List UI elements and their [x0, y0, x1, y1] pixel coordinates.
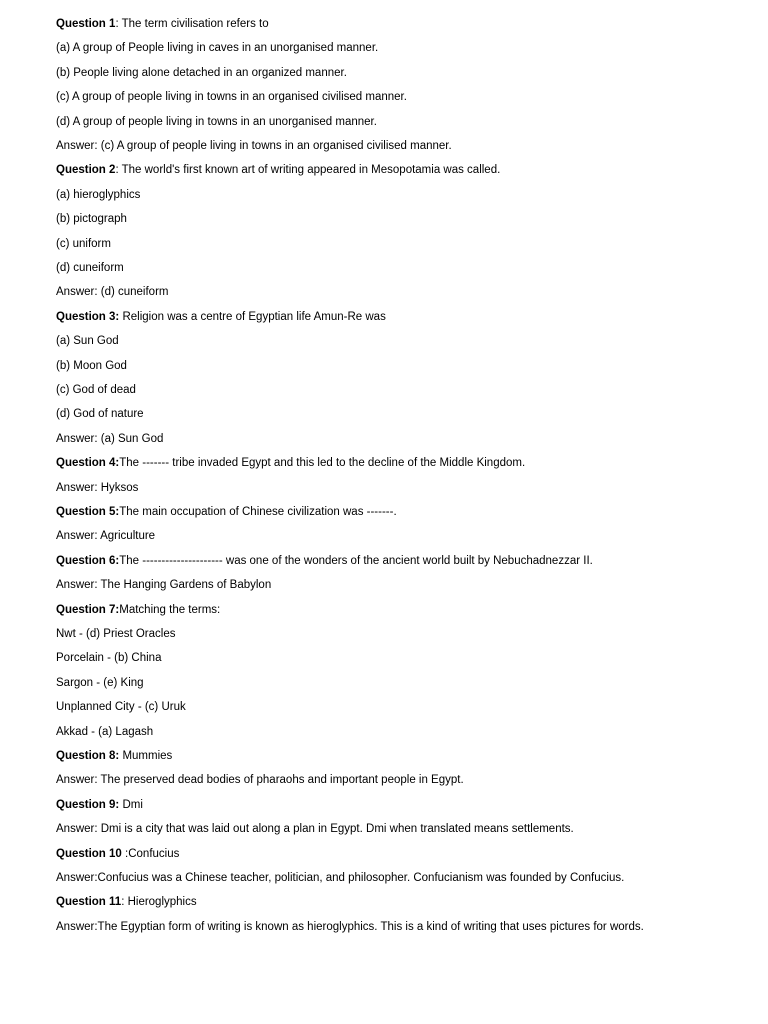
option-line: [56, 675, 144, 691]
line-text: The ------- tribe invaded Egypt and this led to the decline of the Middle Kingdom.: [119, 457, 526, 470]
line-text: Porcelain - (b) China: [56, 652, 162, 665]
line-text: Answer: The Hanging Gardens of Babylon: [56, 579, 272, 592]
option-line: [56, 358, 127, 374]
line-text: Matching the terms:: [119, 603, 221, 616]
question-label: Question 7:: [56, 603, 120, 616]
option-line: [56, 187, 140, 203]
line-text: : Hieroglyphics: [121, 896, 197, 909]
line-text: (c) uniform: [56, 237, 111, 250]
line-text: Answer: (a) Sun God: [56, 432, 164, 445]
answer-line: [56, 772, 464, 788]
question-line: [56, 553, 593, 569]
question-line: [56, 162, 500, 178]
question-line: [56, 894, 197, 910]
question-line: [56, 846, 179, 862]
line-text: Answer: Agriculture: [56, 530, 156, 543]
question-label: Question 1: [56, 18, 116, 30]
line-text: The main occupation of Chinese civilization was -------.: [119, 506, 397, 518]
question-label: Question 10: [56, 847, 122, 860]
line-text: Religion was a centre of Egyptian life Amun-Re was: [119, 310, 386, 323]
line-text: Sargon - (e) King: [56, 676, 144, 689]
line-text: Unplanned City - (c) Uruk: [56, 701, 186, 714]
option-line: [56, 211, 127, 227]
option-line: [56, 40, 378, 56]
line-text: : The world's first known art of writing appeared in Mesopotamia was called.: [115, 164, 501, 177]
option-line: [56, 260, 124, 276]
line-text: (d) God of nature: [56, 408, 144, 421]
line-text: (a) hieroglyphics: [56, 188, 141, 201]
question-label: Question 4:: [56, 457, 120, 470]
answer-line: [56, 284, 168, 300]
line-text: Answer:Confucius was a Chinese teacher, politician, and philosopher. Confucianism was founded by Confucius.: [56, 872, 625, 884]
question-label: Question 8:: [56, 750, 120, 762]
option-line: [56, 236, 111, 252]
line-text: :Confucius: [121, 847, 180, 860]
question-line: [56, 309, 386, 325]
answer-line: [56, 577, 271, 593]
answer-line: [56, 821, 574, 837]
answer-line: [56, 431, 163, 447]
question-label: Question 6:: [56, 554, 120, 567]
option-line: [56, 382, 136, 398]
line-text: (d) A group of people living in towns in an unorganised manner.: [56, 115, 377, 128]
line-text: (d) cuneiform: [56, 262, 124, 274]
line-text: Answer: Hyksos: [56, 481, 139, 494]
answer-line: [56, 919, 644, 935]
option-line: [56, 724, 153, 740]
question-line: [56, 504, 397, 520]
option-line: [56, 333, 119, 349]
option-line: [56, 650, 161, 666]
answer-line: [56, 528, 155, 544]
option-line: [56, 626, 176, 642]
line-text: (b) People living alone detached in an organized manner.: [56, 66, 347, 79]
line-text: Dmi: [119, 798, 143, 811]
answer-line: [56, 870, 624, 886]
question-label: Question 9:: [56, 798, 120, 811]
question-label: Question 11: [56, 896, 122, 909]
question-label: Question 3:: [56, 310, 120, 323]
option-line: [56, 699, 186, 715]
line-text: Answer: The preserved dead bodies of pharaohs and important people in Egypt.: [56, 774, 464, 787]
line-text: (b) Moon God: [56, 359, 127, 372]
option-line: [56, 65, 347, 81]
question-line: [56, 602, 220, 618]
line-text: Akkad - (a) Lagash: [56, 725, 154, 738]
question-label: Question 2: [56, 164, 116, 177]
question-line: [56, 797, 143, 813]
line-text: Answer: (c) A group of people living in towns in an organised civilised manner.: [56, 140, 452, 152]
answer-line: [56, 480, 138, 496]
line-text: (a) Sun God: [56, 335, 119, 348]
line-text: (c) God of dead: [56, 384, 136, 396]
line-text: : The term civilisation refers to: [115, 18, 269, 30]
line-text: (b) pictograph: [56, 213, 127, 226]
line-text: Nwt - (d) Priest Oracles: [56, 628, 176, 640]
line-text: Answer:The Egyptian form of writing is known as hieroglyphics. This is a kind of writing that uses pictures for words.: [56, 920, 644, 933]
option-line: [56, 114, 377, 130]
line-text: Mummies: [119, 750, 173, 762]
question-line: [56, 748, 172, 764]
option-line: [56, 406, 144, 422]
option-line: [56, 89, 407, 105]
question-line: [56, 16, 269, 32]
answer-line: [56, 138, 452, 154]
line-text: (a) A group of People living in caves in an unorganised manner.: [56, 42, 379, 55]
line-text: Answer: Dmi is a city that was laid out along a plan in Egypt. Dmi when translated means settlements.: [56, 823, 574, 836]
question-line: [56, 455, 525, 471]
line-text: The --------------------- was one of the wonders of the ancient world built by Nebuchadnezzar II.: [119, 554, 593, 567]
question-label: Question 5:: [56, 506, 120, 518]
line-text: Answer: (d) cuneiform: [56, 286, 169, 299]
line-text: (c) A group of people living in towns in an organised civilised manner.: [56, 91, 407, 104]
